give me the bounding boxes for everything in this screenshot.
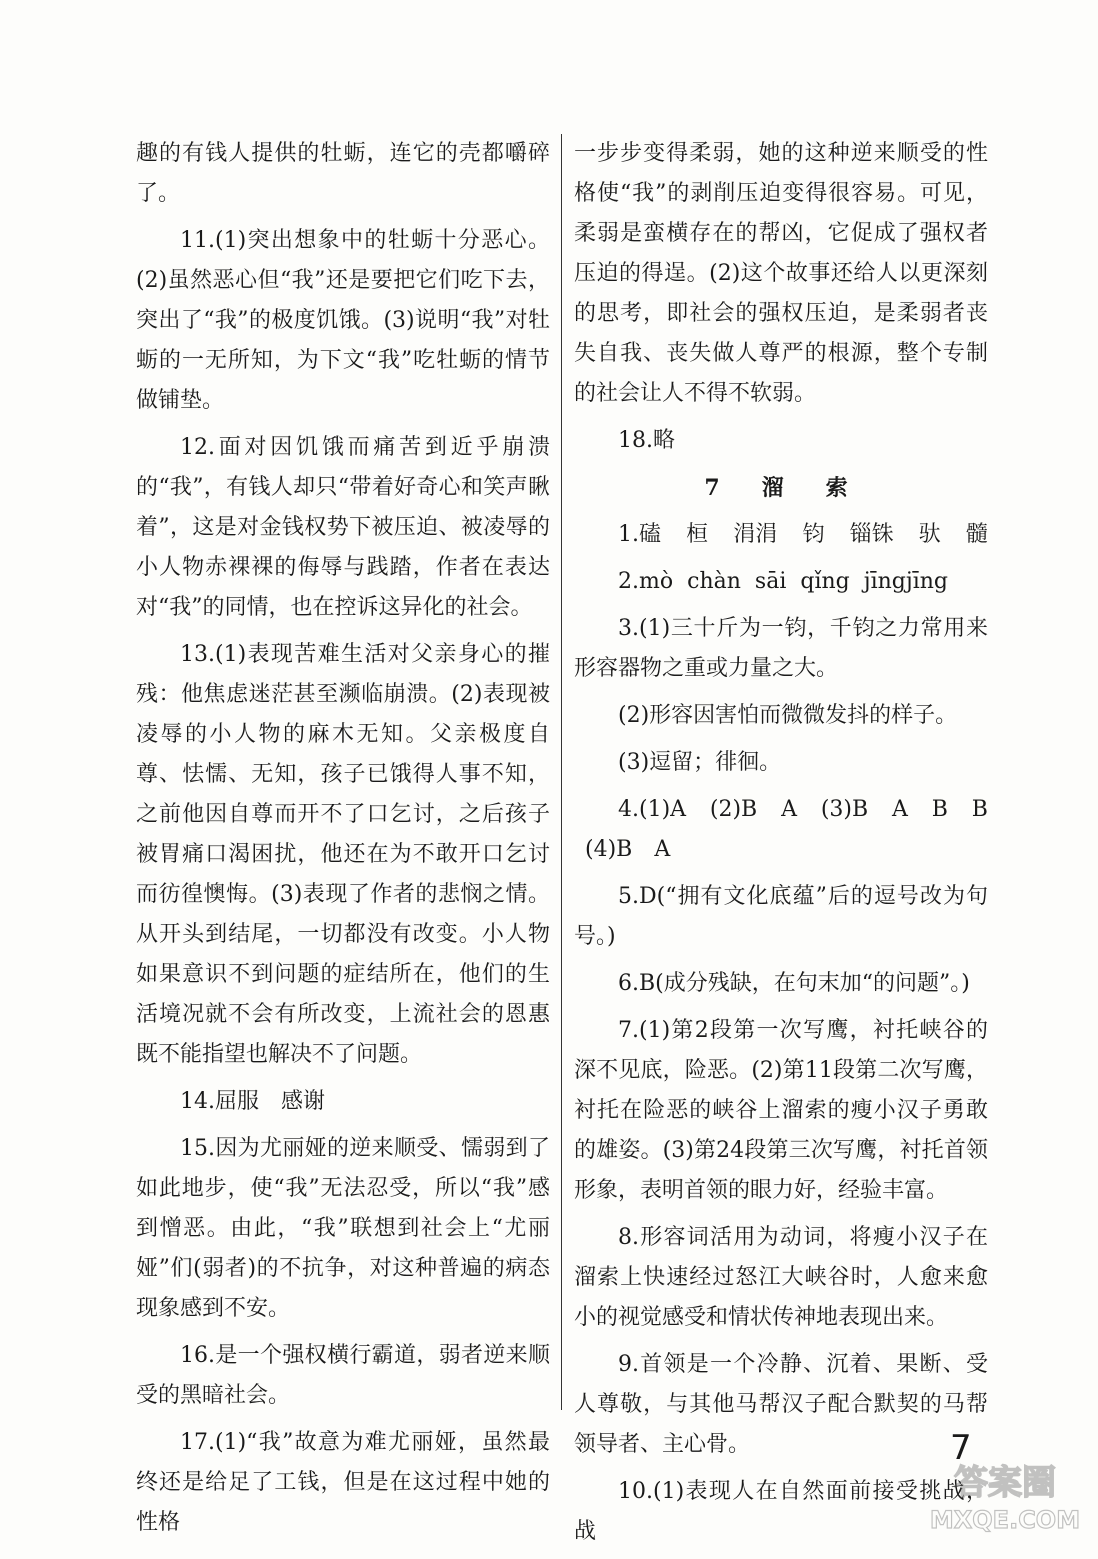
answer-s2: 2.mò chàn sāi qǐng jīngjīng	[618, 569, 948, 594]
section-title: 7 溜 索	[704, 475, 858, 501]
answer-s1: 1.磕 桓 涓涓 钧 锱铢 驮 髓	[618, 522, 988, 547]
answer-s5: 5.D(“拥有文化底蕴”后的逗号改为句号。)	[574, 884, 988, 949]
answer-18: 18.略	[618, 428, 675, 453]
answer-11: 11.(1)突出想象中的牡蛎十分恶心。(2)虽然恶心但“我”还是要把它们吃下去，突出了“我”的极度饥饿。(3)说明“我”对牡蛎的一无所知，为下文“我”吃牡蛎的情节做铺垫。	[136, 228, 550, 413]
answer-s4a: 4.(1)A (2)B A (3)B A B B	[618, 797, 988, 822]
page-number: 7	[950, 1428, 972, 1468]
answer-16: 16.是一个强权横行霸道，弱者逆来顺受的黑暗社会。	[136, 1343, 550, 1408]
answer-17: 17.(1)“我”故意为难尤丽娅，虽然最终还是给足了工钱，但是在这过程中她的性格	[136, 1430, 550, 1535]
watermark-logo	[920, 1458, 1090, 1534]
answer-14: 14.屈服 感谢	[180, 1089, 325, 1114]
answer-s4b: (4)B A	[585, 837, 671, 862]
paragraph-continued: 趣的有钱人提供的牡蛎，连它的壳都嚼碎了。	[136, 141, 550, 206]
answer-s3a: 3.(1)三十斤为一钧，千钧之力常用来形容器物之重或力量之大。	[574, 616, 988, 681]
column-divider	[561, 134, 562, 1410]
answer-s3c: (3)逗留；徘徊。	[618, 750, 782, 775]
right-column	[574, 134, 988, 1559]
answer-15: 15.因为尤丽娅的逆来顺受、懦弱到了如此地步，使“我”无法忍受，所以“我”感到憎恶。由此，“我”联想到社会上“尤丽娅”们(弱者)的不抗争，对这种普遍的病态现象感到不安。	[136, 1136, 550, 1321]
answer-s6: 6.B(成分残缺，在句末加“的问题”。)	[618, 971, 970, 996]
answer-s7: 7.(1)第2段第一次写鹰，衬托峡谷的深不见底，险恶。(2)第11段第二次写鹰，衬托在险恶的峡谷上溜索的瘦小汉子勇敢的雄姿。(3)第24段第三次写鹰，衬托首领形象，表明首领的眼力好，经验丰富。	[574, 1018, 988, 1203]
svg-text:答案圈: 答案圈	[954, 1463, 1056, 1503]
svg-text:MXQE.COM: MXQE.COM	[929, 1506, 1081, 1534]
answer-17-continued: 一步步变得柔弱，她的这种逆来顺受的性格使“我”的剥削压迫变得很容易。可见，柔弱是蛮横存在的帮凶，它促成了强权者压迫的得逞。(2)这个故事还给人以更深刻的思考，即社会的强权压迫，是柔弱者丧失自我、丧失做人尊严的根源，整个专制的社会让人不得不软弱。	[574, 141, 988, 406]
answer-13: 13.(1)表现苦难生活对父亲身心的摧残：他焦虑迷茫甚至濒临崩溃。(2)表现被凌辱的小人物的麻木无知。父亲极度自尊、怯懦、无知，孩子已饿得人事不知，之前他因自尊而开不了口乞讨，之后孩子被胃痛口渴困扰，他还在为不敢开口乞讨而彷徨懊悔。(3)表现了作者的悲悯之情。从开头到结尾，一切都没有改变。小人物如果意识不到问题的症结所在，他们的生活境况就不会有所改变，上流社会的恩惠既不能指望也解决不了问题。	[136, 642, 550, 1067]
answer-s3b: (2)形容因害怕而微微发抖的样子。	[618, 703, 958, 728]
answer-12: 12.面对因饥饿而痛苦到近乎崩溃的“我”，有钱人却只“带着好奇心和笑声瞅着”，这是对金钱权势下被压迫、被凌辱的小人物赤裸裸的侮辱与践踏，作者在表达对“我”的同情，也在控诉这异化的社会。	[136, 435, 550, 620]
answer-s8: 8.形容词活用为动词，将瘦小汉子在溜索上快速经过怒江大峡谷时，人愈来愈小的视觉感受和情状传神地表现出来。	[574, 1225, 988, 1330]
answer-s9: 9.首领是一个冷静、沉着、果断、受人尊敬，与其他马帮汉子配合默契的马帮领导者、主心骨。	[574, 1352, 988, 1457]
left-column	[136, 134, 550, 1550]
answer-s10: 10.(1)表现人在自然面前接受挑战，战	[574, 1479, 988, 1544]
